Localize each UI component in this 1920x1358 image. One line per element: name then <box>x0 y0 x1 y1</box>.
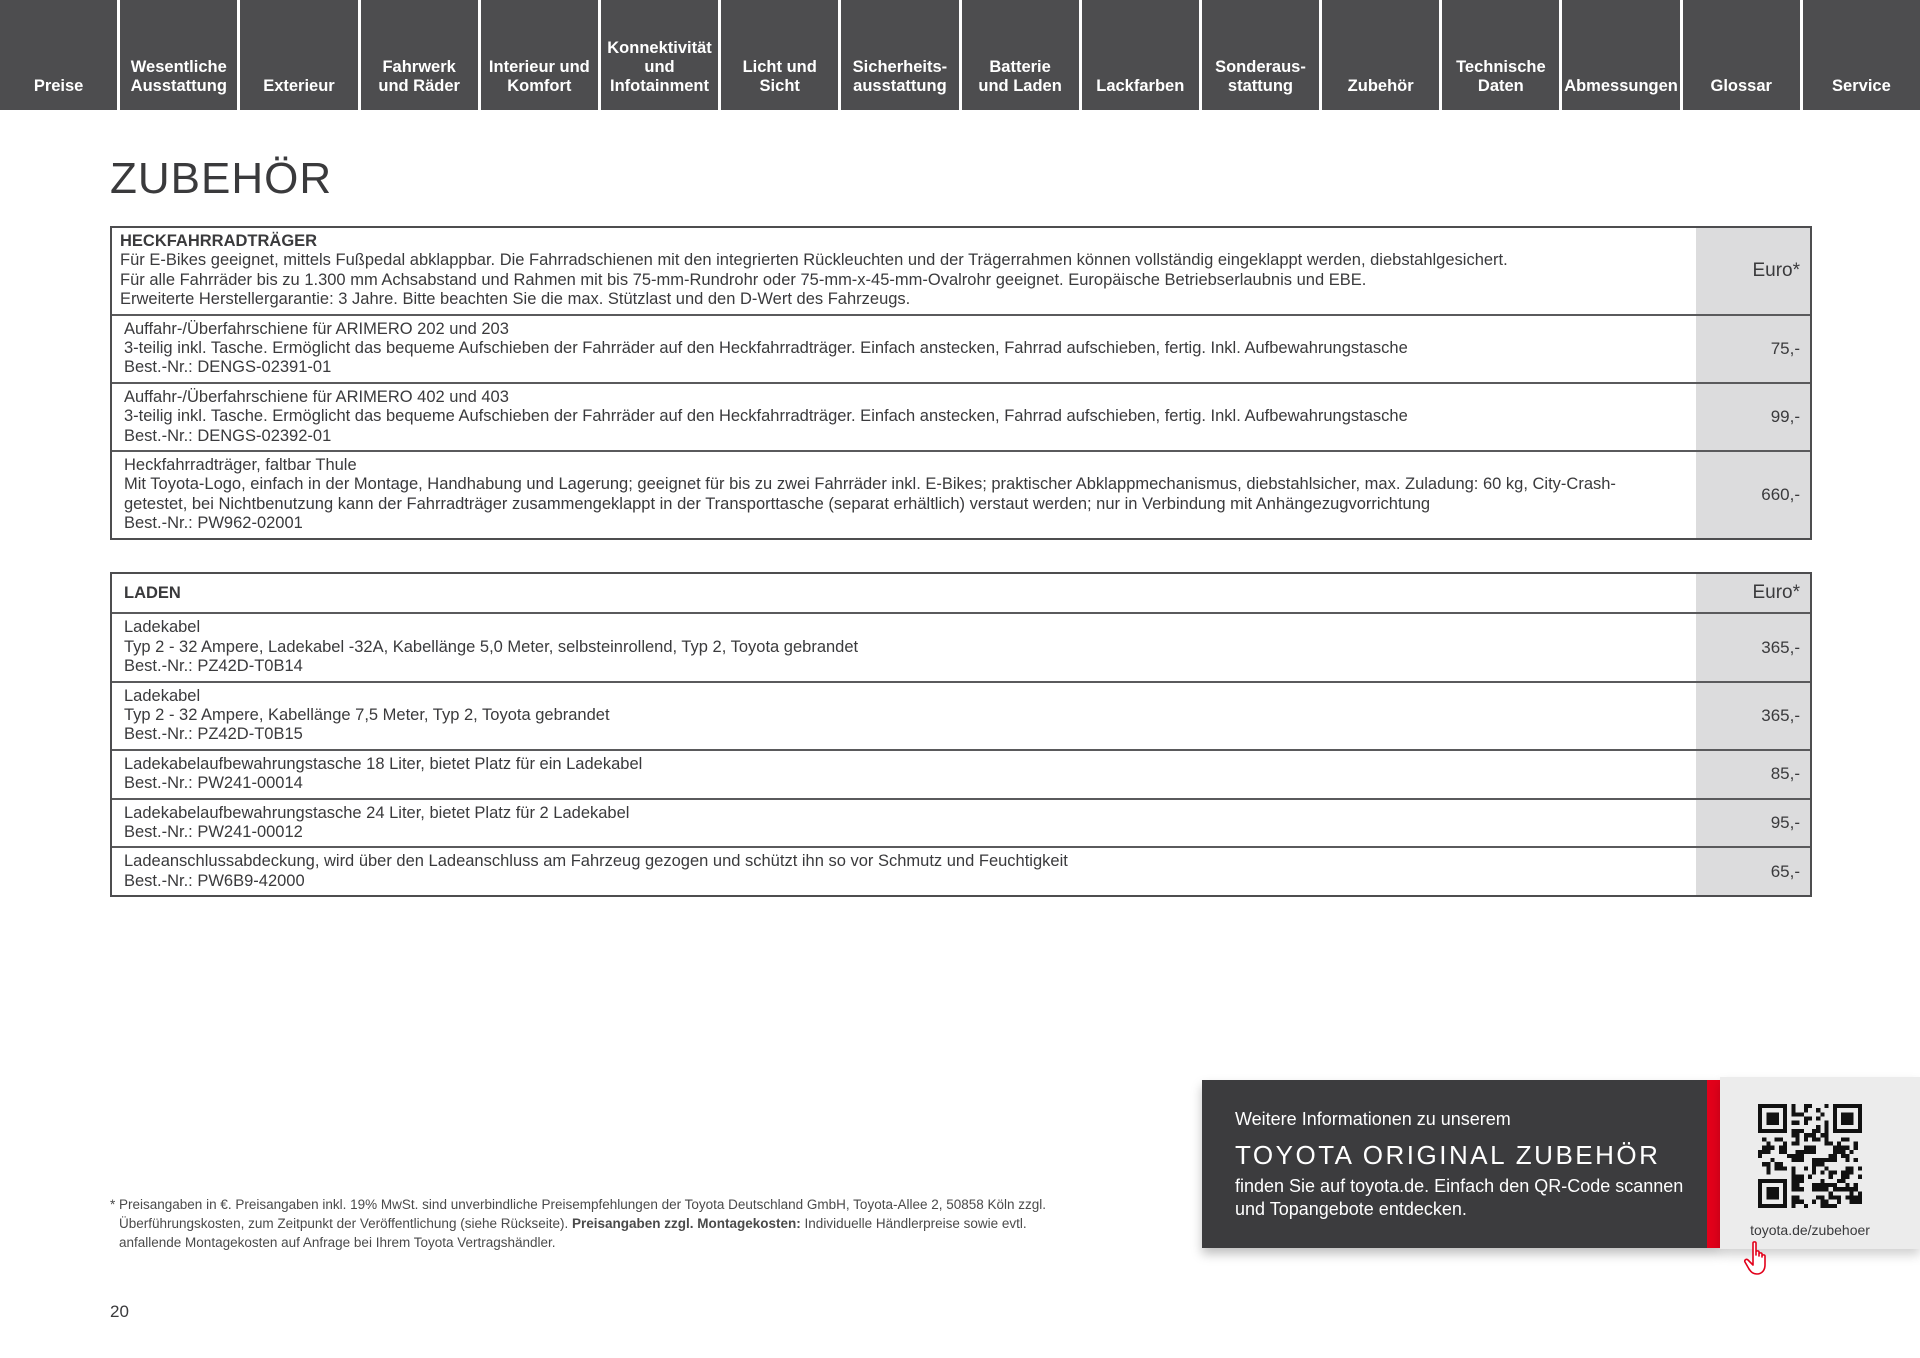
section-heading: HECKFAHRRADTRÄGER <box>120 232 318 250</box>
price-cell: 365,- <box>1696 614 1810 680</box>
row-description <box>112 316 1696 382</box>
nav-tab-batterie-und-laden[interactable]: Batterie und Laden <box>962 0 1079 110</box>
currency-header: Euro* <box>1696 574 1810 612</box>
order-number: Best.-Nr.: DENGS-02392-01 <box>124 426 332 445</box>
price-footnote <box>110 1195 1160 1252</box>
product-detail: Mit Toyota-Logo, einfach in der Montage, Handhabung und Lagerung; geeignet für bis zu zwei Fahrräder inkl. E-Bikes; praktischer Abklappmechanismus, diebstahlsicher, max. Zuladung: 60 kg, City-Crash- <box>124 475 1616 494</box>
row-description <box>112 751 1696 798</box>
nav-tab-service[interactable]: Service <box>1803 0 1920 110</box>
table-row <box>112 450 1810 538</box>
footnote-line <box>110 1214 1160 1233</box>
row-description <box>112 614 1696 680</box>
footnote-text: Überführungskosten, zum Zeitpunkt der Veröffentlichung (siehe Rückseite). <box>119 1216 572 1231</box>
nav-tab-zubehoer[interactable]: Zubehör <box>1322 0 1439 110</box>
row-description <box>112 683 1696 749</box>
intro-line: Für alle Fahrräder bis zu 1.300 mm Achsabstand und Rahmen mit bis 75-mm-Rundrohr oder 75-mm-x-45-mm-Ovalrohr geeignet. Europäische Betriebserlaubnis und EBE. <box>120 270 1367 289</box>
order-number: Best.-Nr.: PW241-00012 <box>124 823 303 842</box>
product-name: Ladeanschlussabdeckung, wird über den Ladeanschluss am Fahrzeug gezogen und schützt ihn so vor Schmutz und Feuchtigkeit <box>124 852 1068 871</box>
row-description <box>112 452 1696 538</box>
price-cell: 95,- <box>1696 800 1810 847</box>
table-header-description <box>112 228 1696 314</box>
intro-line: Erweiterte Herstellergarantie: 3 Jahre. Bitte beachten Sie die max. Stützlast und den D-Wert des Fahrzeugs. <box>120 290 911 309</box>
nav-tab-konnektivitaet[interactable]: Konnektivität und Infotainment <box>601 0 718 110</box>
bike-carrier-table <box>110 226 1812 540</box>
footnote-bold-text: Preisangaben zzgl. Montagekosten: <box>572 1216 801 1231</box>
table-row <box>112 749 1810 798</box>
table-header-row <box>112 574 1810 612</box>
page-number: 20 <box>110 1302 129 1321</box>
table-row <box>112 681 1810 749</box>
nav-tab-sicherheitsausstattung[interactable]: Sicherheits- ausstattung <box>841 0 958 110</box>
intro-line: Für E-Bikes geeignet, mittels Fußpedal abklappbar. Die Fahrradschienen mit den integrierten Rückleuchten und der Trägerrahmen können vollständig eingeklappt werden, diebstahlgesichert. <box>120 251 1508 270</box>
product-name: Auffahr-/Überfahrschiene für ARIMERO 202 und 203 <box>124 319 509 338</box>
order-number: Best.-Nr.: PW241-00014 <box>124 774 303 793</box>
top-navigation <box>0 0 1920 110</box>
product-name: Ladekabel <box>124 618 201 637</box>
order-number: Best.-Nr.: PW6B9-42000 <box>124 871 305 890</box>
qr-code-icon[interactable] <box>1758 1104 1862 1208</box>
price-cell: 99,- <box>1696 384 1810 450</box>
product-detail: Typ 2 - 32 Ampere, Kabellänge 7,5 Meter, Typ 2, Toyota gebrandet <box>124 706 610 725</box>
product-name: Ladekabelaufbewahrungstasche 18 Liter, bietet Platz für ein Ladekabel <box>124 754 643 773</box>
table-row <box>112 798 1810 847</box>
order-number: Best.-Nr.: PZ42D-T0B15 <box>124 725 303 744</box>
section-heading: LADEN <box>124 584 181 602</box>
price-cell: 365,- <box>1696 683 1810 749</box>
currency-header: Euro* <box>1696 228 1810 314</box>
promo-body: finden Sie auf toyota.de. Einfach den QR-Code scannen und Topangebote entdecken. <box>1235 1176 1684 1219</box>
footnote-line: anfallende Montagekosten auf Anfrage bei Ihrem Toyota Vertragshändler. <box>119 1235 556 1250</box>
promo-accent-bar <box>1707 1080 1720 1248</box>
order-number: Best.-Nr.: PZ42D-T0B14 <box>124 657 303 676</box>
table-row <box>112 314 1810 382</box>
promo-intro: Weitere Informationen zu unserem <box>1235 1109 1511 1129</box>
nav-tab-lackfarben[interactable]: Lackfarben <box>1082 0 1199 110</box>
page-title: ZUBEHÖR <box>110 154 333 203</box>
table-row <box>112 382 1810 450</box>
row-description <box>112 384 1696 450</box>
product-name: Ladekabelaufbewahrungstasche 24 Liter, bietet Platz für 2 Ladekabel <box>124 803 630 822</box>
order-number: Best.-Nr.: DENGS-02391-01 <box>124 358 332 377</box>
product-detail: Typ 2 - 32 Ampere, Ladekabel -32A, Kabellänge 5,0 Meter, selbsteinrollend, Typ 2, Toyota gebrandet <box>124 637 859 656</box>
nav-tab-fahrwerk-und-raeder[interactable]: Fahrwerk und Räder <box>361 0 478 110</box>
table-row <box>112 846 1810 895</box>
table-header-description <box>112 574 1696 612</box>
table-header-row <box>112 228 1810 314</box>
price-cell: 660,- <box>1696 452 1810 538</box>
nav-tab-wesentliche-ausstattung[interactable]: Wesentliche Ausstattung <box>120 0 237 110</box>
promo-headline: TOYOTA ORIGINAL ZUBEHÖR <box>1235 1140 1661 1170</box>
hand-pointer-icon <box>1742 1240 1772 1278</box>
table-row <box>112 612 1810 680</box>
nav-tab-preise[interactable]: Preise <box>0 0 117 110</box>
nav-tab-exterieur[interactable]: Exterieur <box>240 0 357 110</box>
product-name: Ladekabel <box>124 686 201 705</box>
nav-tab-glossar[interactable]: Glossar <box>1683 0 1800 110</box>
price-cell: 75,- <box>1696 316 1810 382</box>
qr-url-link[interactable]: toyota.de/zubehoer <box>1750 1222 1870 1238</box>
product-detail: getestet, bei Nichtbenutzung kann der Fahrradträger zusammengeklappt in der Transporttasche (separat erhältlich) verstaut werden; nur in Verbindung mit Anhängezugvorrichtung <box>124 494 1431 513</box>
price-cell: 85,- <box>1696 751 1810 798</box>
footnote-line: * Preisangaben in €. Preisangaben inkl. 19% MwSt. sind unverbindliche Preisempfehlungen der Toyota Deutschland GmbH, Toyota-Allee 2, 50858 Köln zzgl. <box>110 1197 1047 1212</box>
nav-tab-sonderausstattung[interactable]: Sonderaus- stattung <box>1202 0 1319 110</box>
nav-tab-technische-daten[interactable]: Technische Daten <box>1442 0 1559 110</box>
order-number: Best.-Nr.: PW962-02001 <box>124 514 303 533</box>
row-description <box>112 800 1696 847</box>
footnote-text: Individuelle Händlerpreise sowie evtl. <box>800 1216 1027 1231</box>
nav-tab-licht-und-sicht[interactable]: Licht und Sicht <box>721 0 838 110</box>
product-name: Heckfahrradträger, faltbar Thule <box>124 456 357 475</box>
product-name: Auffahr-/Überfahrschiene für ARIMERO 402 und 403 <box>124 387 509 406</box>
product-detail: 3-teilig inkl. Tasche. Ermöglicht das bequeme Aufschieben der Fahrräder auf den Heckfahrradträger. Einfach anstecken, Fahrrad aufschieben, fertig. Inkl. Aufbewahrungstasche <box>124 407 1408 426</box>
row-description <box>112 848 1696 895</box>
product-detail: 3-teilig inkl. Tasche. Ermöglicht das bequeme Aufschieben der Fahrräder auf den Heckfahrradträger. Einfach anstecken, Fahrrad aufschieben, fertig. Inkl. Aufbewahrungstasche <box>124 339 1408 358</box>
nav-tab-abmessungen[interactable]: Abmessungen <box>1562 0 1679 110</box>
charging-table <box>110 572 1812 897</box>
price-cell: 65,- <box>1696 848 1810 895</box>
nav-tab-interieur-und-komfort[interactable]: Interieur und Komfort <box>481 0 598 110</box>
